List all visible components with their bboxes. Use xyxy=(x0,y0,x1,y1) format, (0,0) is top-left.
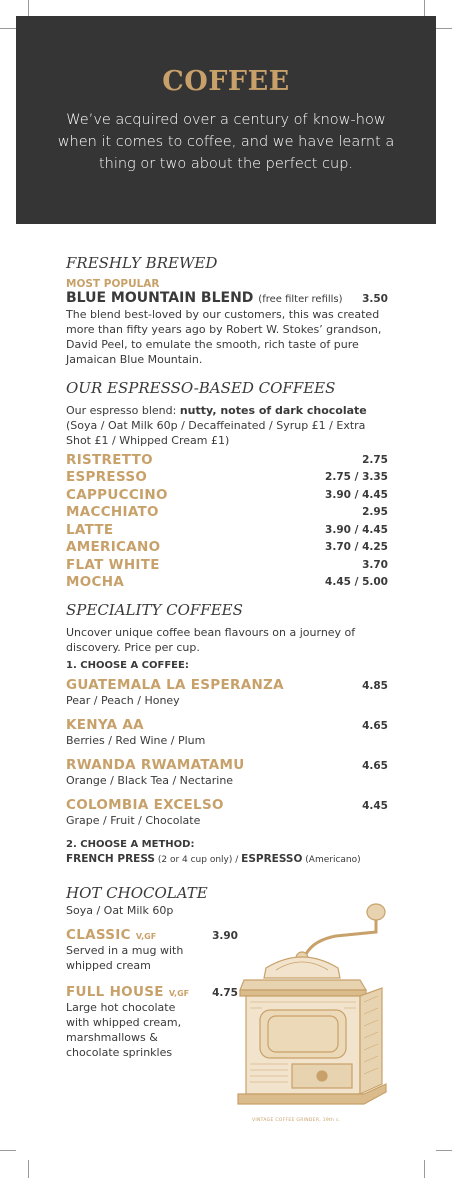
hot-chocolate-item xyxy=(66,924,238,973)
speciality-item-row xyxy=(66,717,388,733)
flavour-notes: Pear / Peach / Honey xyxy=(66,694,180,707)
section-title: FRESHLY BREWED xyxy=(66,254,218,272)
item-note: (free filter refills) xyxy=(258,294,343,305)
item-name: GUATEMALA LA ESPERANZA xyxy=(66,677,284,693)
item-description: Large hot chocolate with whipped cream, marshmallows & chocolate sprinkles xyxy=(66,1001,182,1059)
crop-mark xyxy=(28,0,29,16)
speciality-item-row xyxy=(66,677,388,693)
item-price: 3.90 xyxy=(212,930,238,942)
menu-item-row xyxy=(66,504,388,522)
item-description: The blend best-loved by our customers, this was created more than fifty years ago by Robert W. Stokes’ grandson, David Peel, to emulate the smooth, rich taste of pure Jamaican Blue Mountain. xyxy=(66,308,382,366)
espresso-blend xyxy=(66,403,388,418)
item-price: 2.75 / 3.35 xyxy=(325,471,388,484)
hot-chocolate-item-row xyxy=(66,981,238,1000)
item-price: 3.90 / 4.45 xyxy=(325,523,388,536)
crop-mark xyxy=(0,28,16,29)
speciality-item xyxy=(66,677,388,708)
hot-chocolate-item xyxy=(66,981,238,1060)
speciality-item-row xyxy=(66,797,388,813)
item-name: AMERICANO xyxy=(66,539,161,556)
section-title: HOT CHOCOLATE xyxy=(66,884,208,902)
espresso-extras: (Soya / Oat Milk 60p / Decaffeinated / Syrup £1 / Extra Shot £1 / Whipped Cream £1) xyxy=(66,419,366,447)
item-name: CAPPUCCINO xyxy=(66,486,168,503)
item-name: RWANDA RWAMATAMU xyxy=(66,757,245,773)
item-name: FLAT WHITE xyxy=(66,556,160,573)
section-title: OUR ESPRESSO-BASED COFFEES xyxy=(66,379,336,397)
dietary-tag: V,GF xyxy=(135,932,157,941)
page-title: COFFEE xyxy=(162,66,290,97)
step-one-label: 1. CHOOSE A COFFEE: xyxy=(66,660,189,671)
item-name: LATTE xyxy=(66,521,114,538)
menu-item-row xyxy=(66,469,388,487)
menu-item-blue-mountain xyxy=(66,290,388,306)
item-name: MOCHA xyxy=(66,574,125,591)
step-two-label: 2. CHOOSE A METHOD: xyxy=(66,839,195,850)
header-panel xyxy=(16,16,436,224)
hot-chocolate-subtitle: Soya / Oat Milk 60p xyxy=(66,904,174,917)
item-title xyxy=(66,924,156,943)
item-price: 4.65 xyxy=(362,720,388,732)
speciality-item xyxy=(66,757,388,788)
flavour-notes: Orange / Black Tea / Nectarine xyxy=(66,774,234,787)
item-price: 3.70 xyxy=(362,558,388,571)
item-name: FULL HOUSE xyxy=(66,984,164,1000)
coffee-grinder-illustration xyxy=(236,898,406,1120)
speciality-intro: Uncover unique coffee bean flavours on a journey of discovery. Price per cup. xyxy=(66,626,356,654)
speciality-item xyxy=(66,717,388,748)
item-name: KENYA AA xyxy=(66,717,144,733)
item-price: 4.85 xyxy=(362,680,388,692)
item-title xyxy=(66,981,189,1000)
item-price: 3.90 / 4.45 xyxy=(325,488,388,501)
method-note: (2 or 4 cup only) / xyxy=(154,855,242,865)
menu-item-row xyxy=(66,451,388,469)
espresso-section xyxy=(66,379,388,591)
grinder-caption: VINTAGE COFFEE GRINDER, 19th c. xyxy=(252,1118,341,1123)
method-espresso: ESPRESSO xyxy=(241,853,303,865)
item-price: 3.50 xyxy=(362,293,388,305)
intro-text: We’ve acquired over a century of know-how when it comes to coffee, and we have learnt a thing or two about the perfect cup. xyxy=(57,112,395,172)
speciality-section xyxy=(66,601,388,868)
item-price: 2.75 xyxy=(362,453,388,466)
speciality-item-row xyxy=(66,757,388,773)
method-note: (Americano) xyxy=(302,855,361,865)
hot-chocolate-item-row xyxy=(66,924,238,943)
item-price: 4.75 xyxy=(212,987,238,999)
crop-mark xyxy=(436,28,452,29)
section-title: SPECIALITY COFFEES xyxy=(66,601,243,619)
crop-mark xyxy=(0,1150,16,1151)
menu-item-row xyxy=(66,521,388,539)
item-price: 2.95 xyxy=(362,506,388,519)
item-price: 4.45 / 5.00 xyxy=(325,576,388,589)
menu-item-row xyxy=(66,574,388,592)
item-name: ESPRESSO xyxy=(66,469,148,486)
item-name: BLUE MOUNTAIN BLEND xyxy=(66,290,254,306)
crop-mark xyxy=(424,0,425,16)
crop-mark xyxy=(436,1150,452,1151)
menu-item-row xyxy=(66,539,388,557)
flavour-notes: Berries / Red Wine / Plum xyxy=(66,734,206,747)
speciality-item xyxy=(66,797,388,828)
item-name: RISTRETTO xyxy=(66,451,153,468)
freshly-brewed-section xyxy=(66,254,388,367)
item-price: 3.70 / 4.25 xyxy=(325,541,388,554)
espresso-list xyxy=(66,451,388,591)
item-description: Served in a mug with whipped cream xyxy=(66,944,184,972)
menu-item-row xyxy=(66,486,388,504)
dietary-tag: V,GF xyxy=(168,989,190,998)
item-price: 4.65 xyxy=(362,760,388,772)
blend-notes: nutty, notes of dark chocolate xyxy=(179,404,367,417)
blend-prefix: Our espresso blend: xyxy=(66,404,180,417)
method-french-press: FRENCH PRESS xyxy=(66,853,155,865)
flavour-notes: Grape / Fruit / Chocolate xyxy=(66,814,201,827)
item-name: COLOMBIA EXCELSO xyxy=(66,797,224,813)
speciality-list xyxy=(66,677,388,828)
item-name: MACCHIATO xyxy=(66,504,159,521)
item-price: 4.45 xyxy=(362,800,388,812)
method-options xyxy=(66,852,388,868)
menu-item-row xyxy=(66,556,388,574)
crop-mark xyxy=(28,1160,29,1178)
crop-mark xyxy=(424,1160,425,1178)
item-name: CLASSIC xyxy=(66,927,131,943)
most-popular-tag: MOST POPULAR xyxy=(66,278,160,290)
